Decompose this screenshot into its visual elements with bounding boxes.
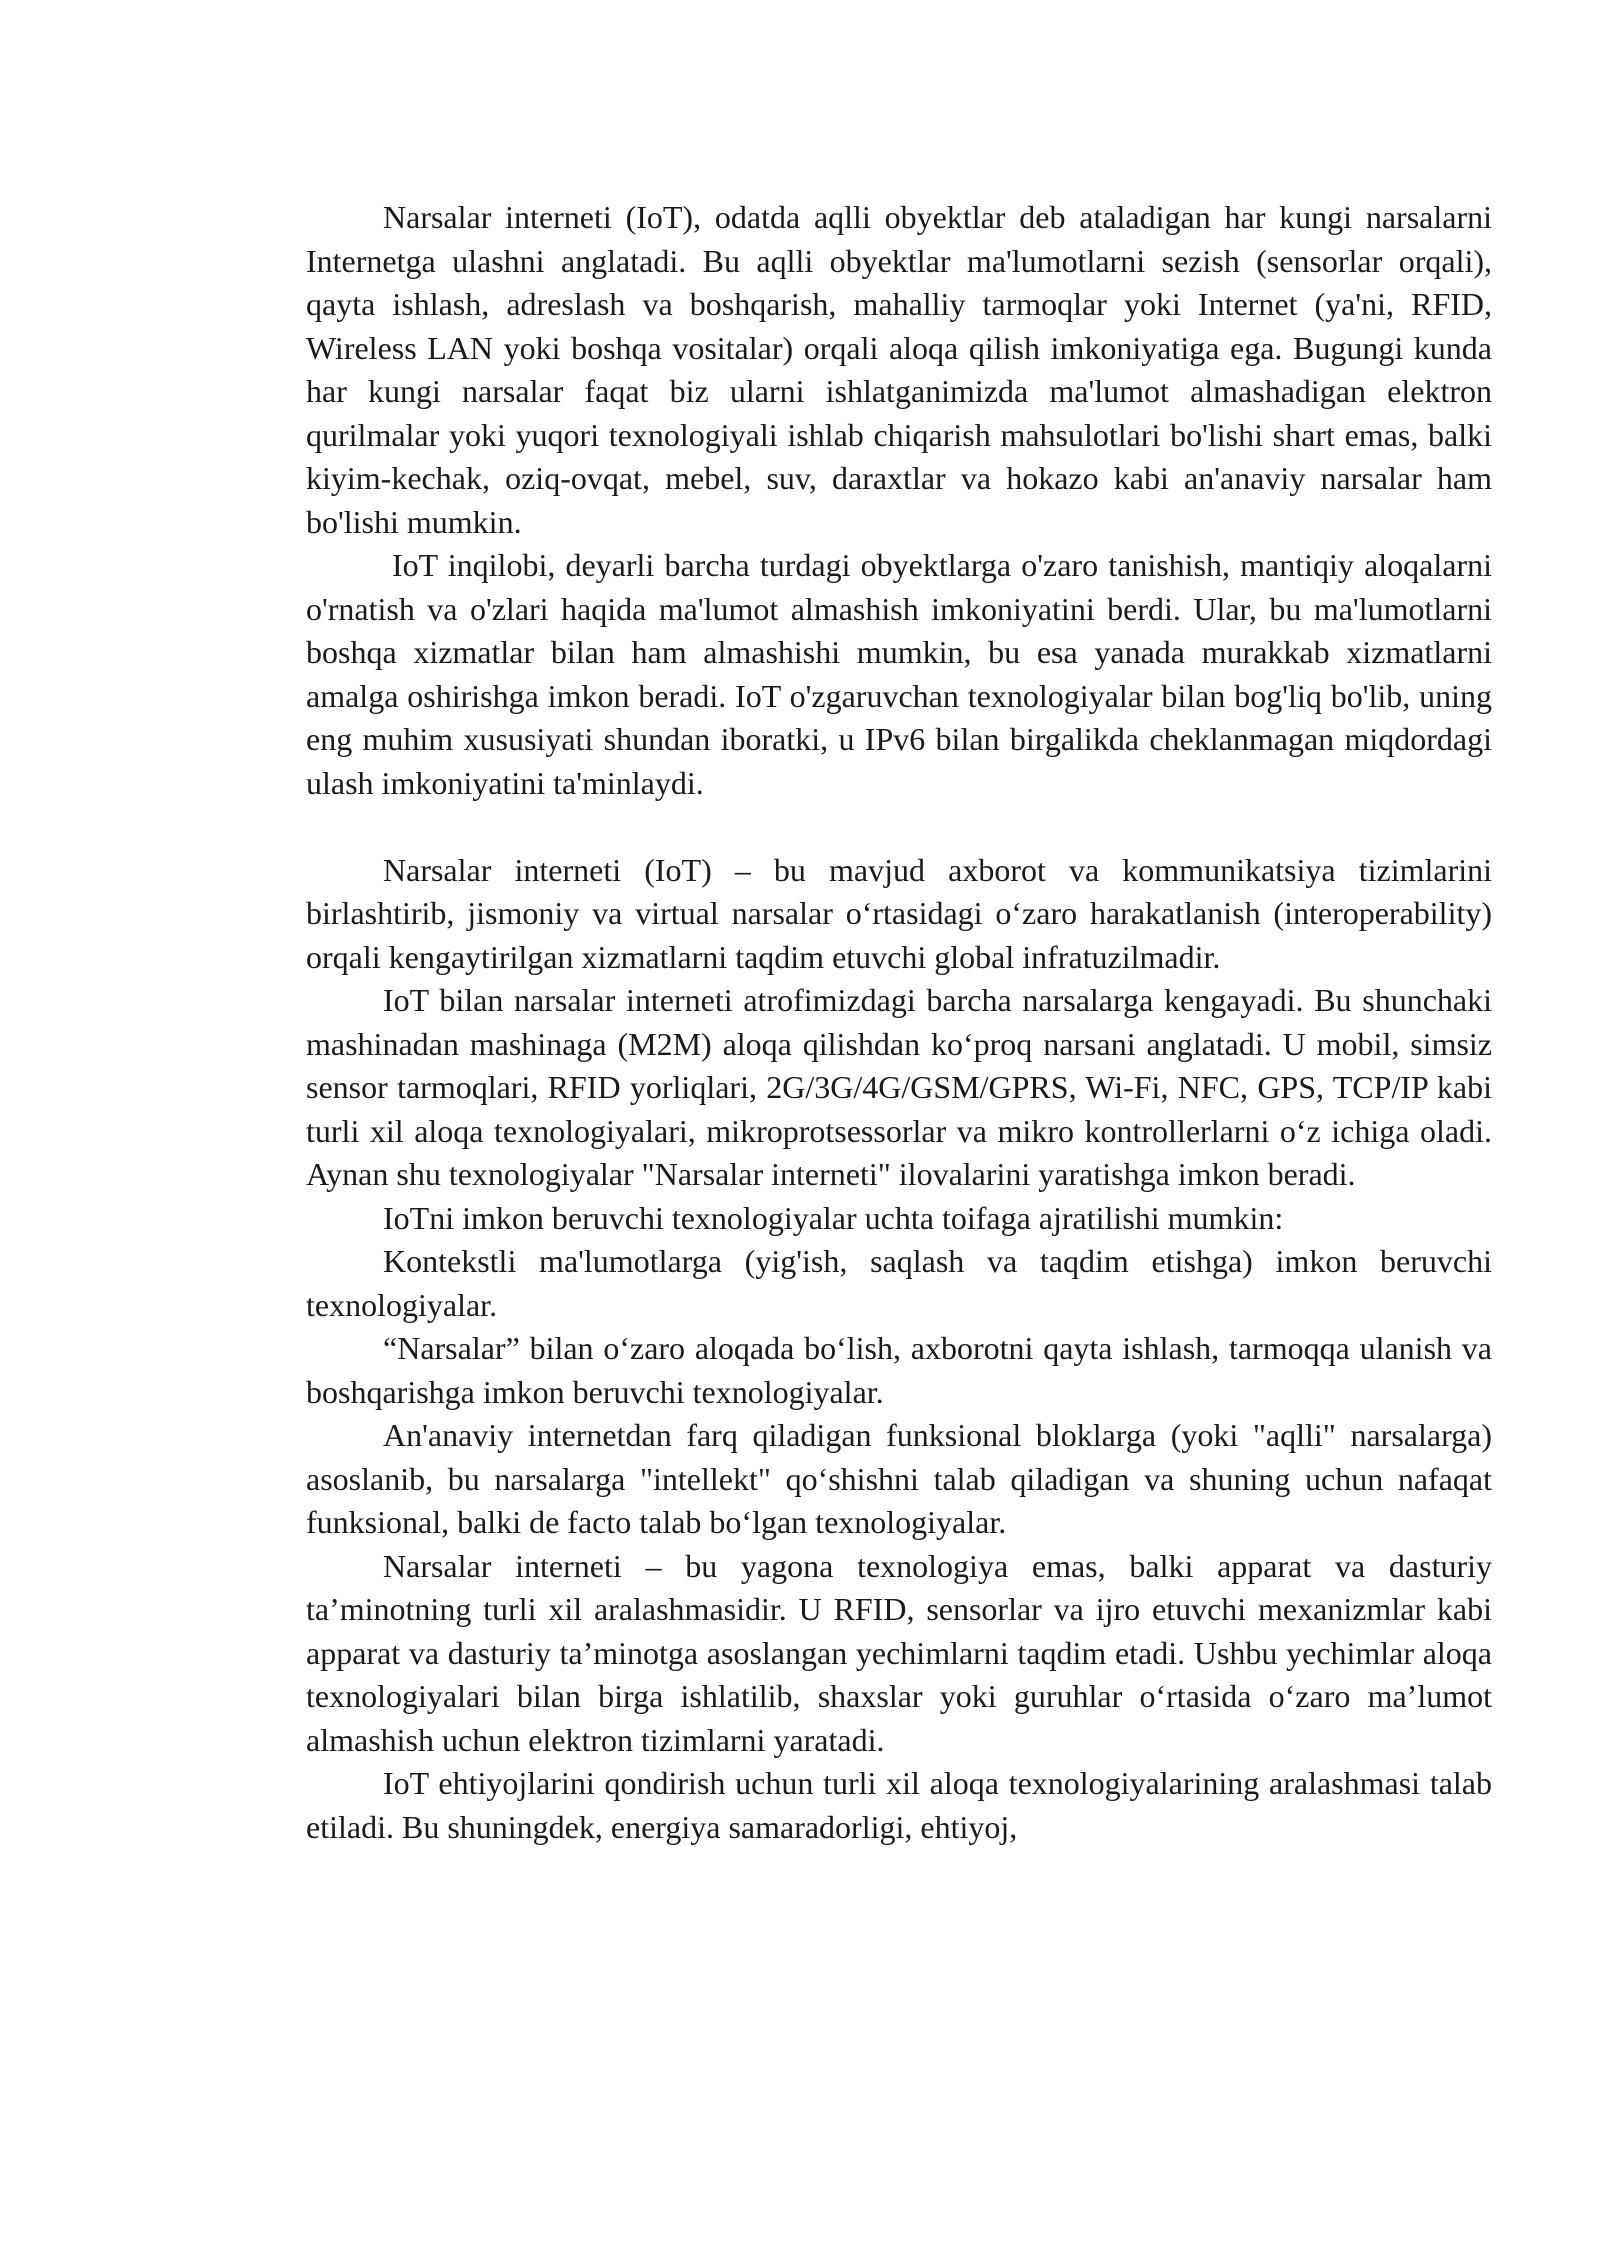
paragraph-spacer [306,805,1492,849]
paragraph-10: IoT ehtiyojlarini qondirish uchun turli xil aloqa texnologiyalarining aralashmasi talab etiladi. Bu shuningdek, energiya samaradorligi, ehtiyoj, [306,1765,1492,1845]
paragraph-2: IoT inqilobi, deyarli barcha turdagi obyektlarga o'zaro tanishish, mantiqiy aloqalarni o'rnatish va o'zlari haqida ma'lumot almashish imkoniyatini berdi. Ular, bu ma'lumotlarni boshqa xizmatlar bilan ham almashishi mumkin, bu esa yanada murakkab xizmatlarni amalga oshirishga imkon beradi. IoT o'zgaruvchan texnologiyalar bilan bog'liq bo'lib, uning eng muhim xususiyati shundan iboratki, u IPv6 bilan birgalikda cheklanmagan miqdordagi ulash imkoniyatini ta'minlaydi. [306,547,1492,801]
paragraph-4: IoT bilan narsalar interneti atrofimizdagi barcha narsalarga kengayadi. Bu shunchaki mashinadan mashinaga (M2M) aloqa qilishdan ko‘proq narsani anglatadi. U mobil, simsiz sensor tarmoqlari, RFID yorliqlari, 2G/3G/4G/GSM/GPRS, Wi-Fi, NFC, GPS, TCP/IP kabi turli xil aloqa texnologiyalari, mikroprotsessorlar va mikro kontrollerlarni o‘z ichiga oladi. Aynan shu texnologiyalar "Narsalar interneti" ilovalarini yaratishga imkon beradi. [306,982,1492,1192]
paragraph-9: Narsalar interneti – bu yagona texnologiya emas, balki apparat va dasturiy ta’minotning turli xil aralashmasidir. U RFID, sensorlar va ijro etuvchi mexanizmlar kabi apparat va dasturiy ta’minotga asoslangan yechimlarni taqdim etadi. Ushbu yechimlar aloqa texnologiyalari bilan birga ishlatilib, shaxslar yoki guruhlar o‘rtasida o‘zaro ma’lumot almashish uchun elektron tizimlarni yaratadi. [306,1547,1492,1758]
paragraph-7: “Narsalar” bilan o‘zaro aloqada bo‘lish, axborotni qayta ishlash, tarmoqqa ulanish va boshqarishga imkon beruvchi texnologiyalar. [306,1330,1492,1410]
paragraph-8: An'anaviy internetdan farq qiladigan funksional bloklarga (yoki "aqlli" narsalarga) asoslanib, bu narsalarga "intellekt" qo‘shishni talab qiladigan va shuning uchun nafaqat funksional, balki de facto talab bo‘lgan texnologiyalar. [306,1417,1492,1540]
document-page [306,196,1492,1849]
paragraph-3: Narsalar interneti (IoT) – bu mavjud axborot va kommunikatsiya tizimlarini birlashtirib, jismoniy va virtual narsalar o‘rtasidagi o‘zaro harakatlanish (interoperability) orqali kengaytirilgan xizmatlarni taqdim etuvchi global infratuzilmadir. [306,851,1492,975]
paragraph-1: Narsalar interneti (IoT), odatda aqlli obyektlar deb ataladigan har kungi narsalarni Internetga ulashni anglatadi. Bu aqlli obyektlar ma'lumotlarni sezish (sensorlar orqali), qayta ishlash, adreslash va boshqarish, mahalliy tarmoqlar yoki Internet (ya'ni, RFID, Wireless LAN yoki boshqa vositalar) orqali aloqa qilish imkoniyatiga ega. Bugungi kunda har kungi narsalar faqat biz ularni ishlatganimizda ma'lumot almashadigan elektron qurilmalar yoki yuqori texnologiyali ishlab chiqarish mahsulotlari bo'lishi shart emas, balki kiyim-kechak, oziq-ovqat, mebel, suv, daraxtlar va hokazo kabi an'anaviy narsalar ham bo'lishi mumkin. [306,199,1492,540]
paragraph-5: IoTni imkon beruvchi texnologiyalar uchta toifaga ajratilishi mumkin: [383,1199,1284,1236]
paragraph-6: Kontekstli ma'lumotlarga (yig'ish, saqlash va taqdim etishga) imkon beruvchi texnologiyalar. [306,1243,1492,1323]
